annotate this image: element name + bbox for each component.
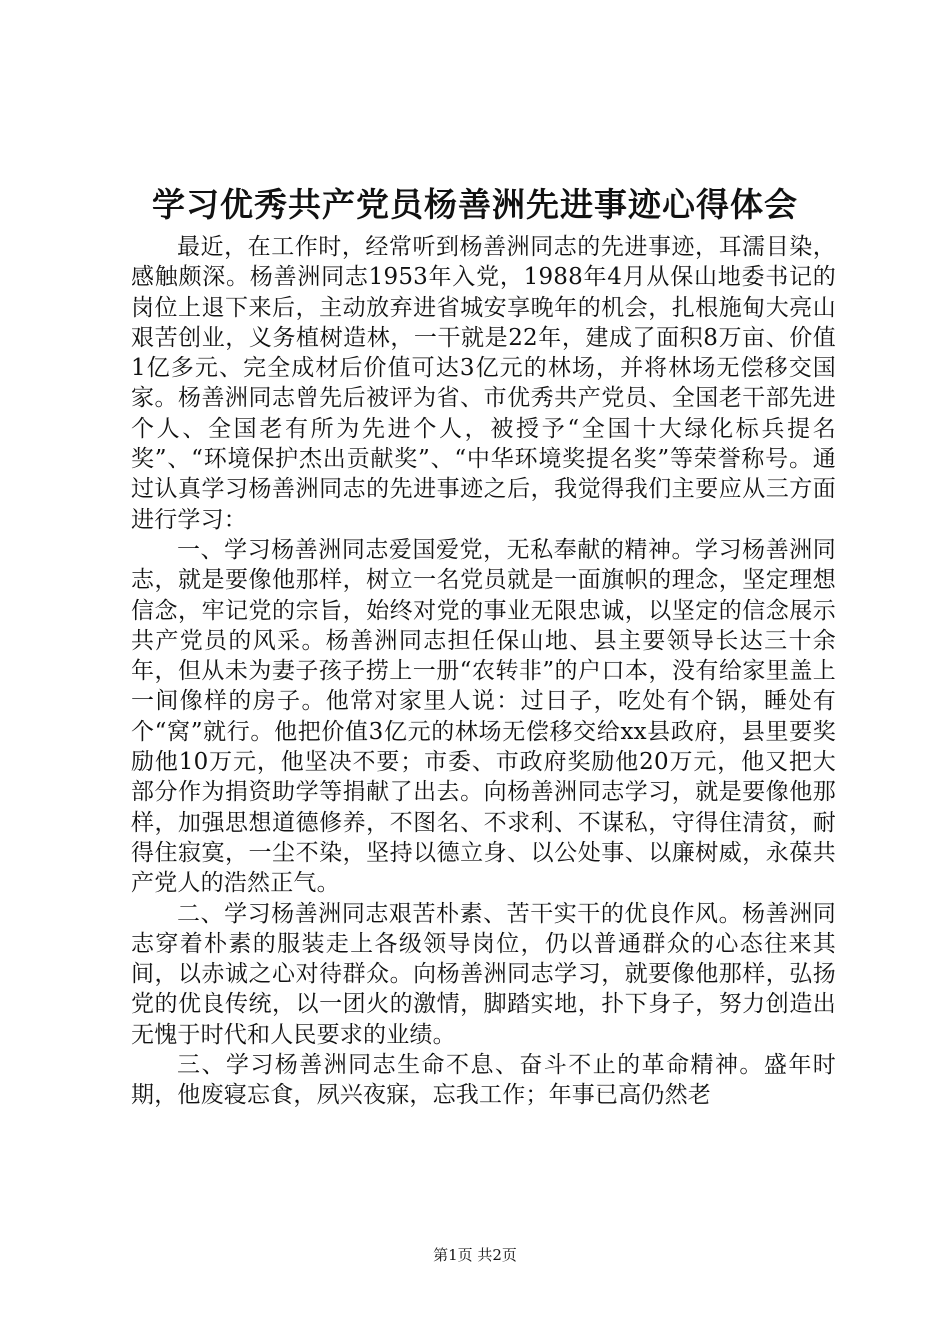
document-title: 学习优秀共产党员杨善洲先进事迹心得体会: [152, 185, 798, 224]
paragraph-intro: 最近，在工作时，经常听到杨善洲同志的先进事迹，耳濡目染，感触颇深。杨善洲同志1953年入党，1988年4月从保山地委书记的岗位上退下来后，主动放弃进省城安享晚年的机会，扎根施甸大亮山艰苦创业，义务植树造林，一干就是22年，建成了面积8万亩、价值1亿多元、完全成材后价值可达3亿元的林场，并将林场无偿移交国家。杨善洲同志曾先后被评为省、市优秀共产党员、全国老干部先进个人、全国老有所为先进个人，被授予“全国十大绿化标兵提名奖”、“环境保护杰出贡献奖”、“中华环境奖提名奖”等荣誉称号。通过认真学习杨善洲同志的先进事迹之后，我觉得我们主要应从三方面进行学习：: [131, 234, 836, 533]
document-body: [131, 232, 836, 1111]
paragraph-point-three: 三、学习杨善洲同志生命不息、奋斗不止的革命精神。盛年时期，他废寝忘食，夙兴夜寐，忘我工作；年事已高仍然老: [131, 1052, 836, 1109]
page-number-footer: 第1页 共2页: [433, 1246, 517, 1264]
paragraph-point-two: 二、学习杨善洲同志艰苦朴素、苦干实干的优良作风。杨善洲同志穿着朴素的服装走上各级领导岗位，仍以普通群众的心态往来其间，以赤诚之心对待群众。向杨善洲同志学习，就要像他那样，弘扬党的优良传统，以一团火的激情，脚踏实地，扑下身子，努力创造出无愧于时代和人民要求的业绩。: [131, 900, 836, 1048]
paragraph-point-one: 一、学习杨善洲同志爱国爱党，无私奉献的精神。学习杨善洲同志，就是要像他那样，树立一名党员就是一面旗帜的理念，坚定理想信念，牢记党的宗旨，始终对党的事业无限忠诚，以坚定的信念展示共产党员的风采。杨善洲同志担任保山地、县主要领导长达三十余年，但从未为妻子孩子捞上一册“农转非”的户口本，没有给家里盖上一间像样的房子。他常对家里人说：过日子，吃处有个锅，睡处有个“窝”就行。他把价值3亿元的林场无偿移交给xx县政府，县里要奖励他10万元，他坚决不要；市委、市政府奖励他20万元，他又把大部分作为捐资助学等捐献了出去。向杨善洲同志学习，就是要像他那样，加强思想道德修养，不图名、不求利、不谋私，守得住清贫，耐得住寂寞，一尘不染，坚持以德立身、以公处事、以廉树威，永葆共产党人的浩然正气。: [131, 536, 836, 897]
